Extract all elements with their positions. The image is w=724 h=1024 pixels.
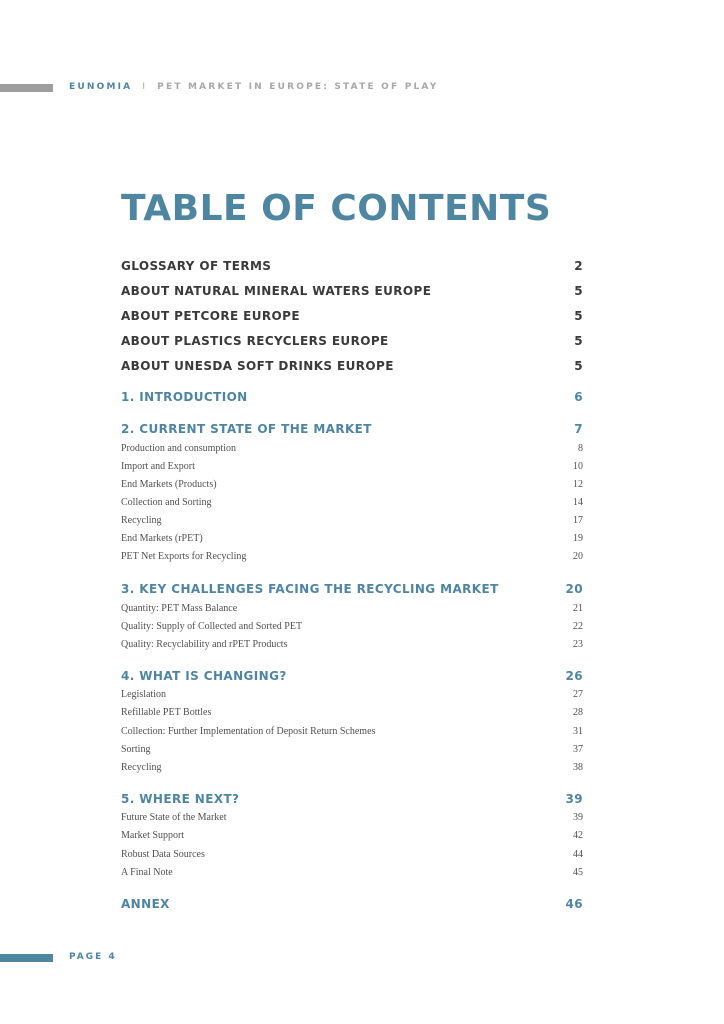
toc-subentry[interactable]: [121, 603, 583, 614]
toc-subentry-label: Recycling: [121, 515, 162, 526]
toc-subentry-label: Quality: Recyclability and rPET Products: [121, 639, 288, 650]
toc-subentry-page: 44: [573, 849, 583, 860]
toc-section-label: 2. CURRENT STATE OF THE MARKET: [121, 422, 372, 436]
toc-subentry-label: Collection and Sorting: [121, 497, 212, 508]
toc-entry-page: 5: [574, 334, 583, 348]
toc-subentry[interactable]: [121, 744, 583, 755]
toc-subentry-page: 8: [578, 443, 583, 454]
toc-subentry-label: Refillable PET Bottles: [121, 707, 212, 718]
toc-entry-label: ABOUT PLASTICS RECYCLERS EUROPE: [121, 334, 389, 348]
toc-subentry-page: 21: [573, 603, 583, 614]
toc-subentry-page: 38: [573, 762, 583, 773]
toc-section-where-next[interactable]: [121, 792, 583, 806]
toc-subentry[interactable]: [121, 443, 583, 454]
toc-subentry[interactable]: [121, 533, 583, 544]
toc-subentry[interactable]: [121, 812, 583, 823]
toc-subentry-label: PET Net Exports for Recycling: [121, 551, 247, 562]
header-doc-title: PET MARKET IN EUROPE: STATE OF PLAY: [157, 82, 439, 92]
toc-subentry[interactable]: [121, 762, 583, 773]
toc-subentry-page: 39: [573, 812, 583, 823]
toc-subentry[interactable]: [121, 621, 583, 632]
toc-subentry-page: 12: [573, 479, 583, 490]
toc-subentry-label: Future State of the Market: [121, 812, 227, 823]
toc-section-label: 3. KEY CHALLENGES FACING THE RECYCLING MARKET: [121, 582, 499, 596]
toc-section-page: 20: [565, 582, 583, 596]
toc-subentry[interactable]: [121, 689, 583, 700]
toc-section-annex[interactable]: [121, 897, 583, 911]
toc-entry-page: 5: [574, 359, 583, 373]
toc-section-label: 5. WHERE NEXT?: [121, 792, 240, 806]
toc-entry-unesda[interactable]: [121, 359, 583, 373]
toc-subentry-page: 28: [573, 707, 583, 718]
toc-entry-natural-mineral-waters[interactable]: [121, 284, 583, 298]
toc-subentry[interactable]: [121, 726, 583, 737]
toc-subentry-label: Import and Export: [121, 461, 195, 472]
toc-section-page: 26: [565, 669, 583, 683]
toc-subentry-page: 10: [573, 461, 583, 472]
toc-section-page: 39: [565, 792, 583, 806]
toc-subentry-label: Sorting: [121, 744, 151, 755]
toc-subentry[interactable]: [121, 830, 583, 841]
toc-entry-page: 5: [574, 284, 583, 298]
toc-entry-page: 2: [574, 259, 583, 273]
toc-subentry[interactable]: [121, 461, 583, 472]
toc-subentry-page: 22: [573, 621, 583, 632]
toc-entry-glossary[interactable]: [121, 259, 583, 273]
toc-section-page: 7: [574, 422, 583, 436]
toc-subentry-page: 27: [573, 689, 583, 700]
header-brand: EUNOMIA: [69, 82, 133, 92]
toc-subentry-page: 37: [573, 744, 583, 755]
toc-subentry-label: Collection: Further Implementation of Deposit Return Schemes: [121, 726, 376, 737]
toc-subentry-label: Market Support: [121, 830, 185, 841]
toc-subentry-page: 20: [573, 551, 583, 562]
toc-subentry-page: 23: [573, 639, 583, 650]
footer-accent-bar: [0, 954, 53, 962]
page-number: PAGE 4: [69, 952, 117, 962]
toc-section-what-is-changing[interactable]: [121, 669, 583, 683]
toc-subentry-label: Production and consumption: [121, 443, 236, 454]
toc-section-current-state[interactable]: [121, 422, 583, 436]
toc-subentry-page: 19: [573, 533, 583, 544]
toc-subentry[interactable]: [121, 867, 583, 878]
toc-section-key-challenges[interactable]: [121, 582, 583, 596]
toc-entry-label: ABOUT UNESDA SOFT DRINKS EUROPE: [121, 359, 394, 373]
toc-subentry[interactable]: [121, 707, 583, 718]
toc-entry-petcore[interactable]: [121, 309, 583, 323]
toc-subentry-label: End Markets (rPET): [121, 533, 203, 544]
toc-section-label: ANNEX: [121, 897, 170, 911]
toc-subentry-page: 17: [573, 515, 583, 526]
toc-entry-page: 5: [574, 309, 583, 323]
header-separator: I: [142, 82, 148, 92]
toc-subentry-label: Quality: Supply of Collected and Sorted PET: [121, 621, 303, 632]
toc-entry-plastics-recyclers[interactable]: [121, 334, 583, 348]
toc-subentry-page: 14: [573, 497, 583, 508]
toc-subentry-label: Recycling: [121, 762, 162, 773]
toc-subentry-label: Robust Data Sources: [121, 849, 205, 860]
toc-section-page: 46: [565, 897, 583, 911]
toc-subentry-label: End Markets (Products): [121, 479, 217, 490]
toc-section-label: 1. INTRODUCTION: [121, 390, 248, 404]
toc-subentry-label: Legislation: [121, 689, 166, 700]
toc-subentry-page: 31: [573, 726, 583, 737]
toc-entry-label: ABOUT NATURAL MINERAL WATERS EUROPE: [121, 284, 432, 298]
toc-subentry-page: 45: [573, 867, 583, 878]
toc-entry-label: ABOUT PETCORE EUROPE: [121, 309, 300, 323]
toc-subentry[interactable]: [121, 515, 583, 526]
toc-entry-label: GLOSSARY OF TERMS: [121, 259, 272, 273]
toc-section-introduction[interactable]: [121, 390, 583, 404]
toc-subentry[interactable]: [121, 479, 583, 490]
page-title: TABLE OF CONTENTS: [121, 188, 552, 229]
toc-subentry-label: Quantity: PET Mass Balance: [121, 603, 238, 614]
toc-subentry[interactable]: [121, 497, 583, 508]
toc-section-page: 6: [574, 390, 583, 404]
header-accent-bar: [0, 84, 53, 92]
toc-subentry[interactable]: [121, 551, 583, 562]
toc-subentry-page: 42: [573, 830, 583, 841]
running-header: [69, 82, 438, 92]
toc-subentry-label: A Final Note: [121, 867, 173, 878]
toc-subentry[interactable]: [121, 849, 583, 860]
toc-subentry[interactable]: [121, 639, 583, 650]
toc-section-label: 4. WHAT IS CHANGING?: [121, 669, 287, 683]
